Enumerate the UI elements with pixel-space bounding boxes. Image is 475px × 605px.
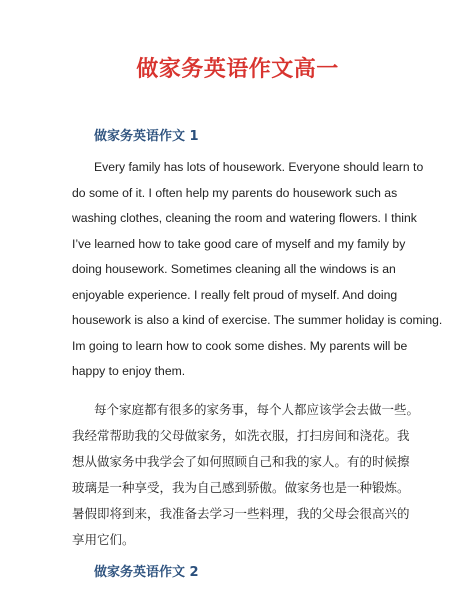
chinese-translation-paragraph — [72, 397, 420, 553]
english-line: Im going to learn how to cook some dishes. My parents will be — [72, 338, 408, 353]
english-line: doing housework. Sometimes cleaning all the windows is an — [72, 262, 396, 276]
english-line: happy to enjoy them. — [72, 364, 186, 378]
english-line: washing clothes, cleaning the room and watering flowers. I think — [72, 211, 417, 225]
section-heading-1: 做家务英语作文 1 — [94, 129, 199, 144]
chinese-line: 暑假即将到来，我准备去学习一些料理，我的父母会很高兴的 — [72, 506, 410, 521]
english-line: enjoyable experience. I really felt proud of myself. And doing — [72, 287, 398, 302]
section-heading-2: 做家务英语作文 2 — [94, 565, 199, 580]
english-line: do some of it. I often help my parents do housework such as — [72, 185, 398, 200]
english-line: I’ve learned how to take good care of myself and my family by — [72, 236, 406, 251]
document-title: 做家务英语作文高一 — [136, 57, 339, 82]
chinese-line: 每个家庭都有很多的家务事，每个人都应该学会去做一些。 — [94, 402, 420, 417]
english-line: housework is also a kind of exercise. The summer holiday is coming. — [72, 313, 443, 327]
english-essay-paragraph — [72, 155, 443, 385]
chinese-line: 想从做家务中我学会了如何照顾自己和我的家人。有的时候擦 — [72, 454, 410, 469]
chinese-line: 我经常帮助我的父母做家务，如洗衣服，打扫房间和浇花。我 — [72, 428, 410, 443]
chinese-line: 玻璃是一种享受，我为自己感到骄傲。做家务也是一种锻炼。 — [72, 480, 410, 495]
english-line: Every family has lots of housework. Everyone should learn to — [94, 160, 424, 174]
chinese-line: 享用它们。 — [72, 532, 135, 547]
